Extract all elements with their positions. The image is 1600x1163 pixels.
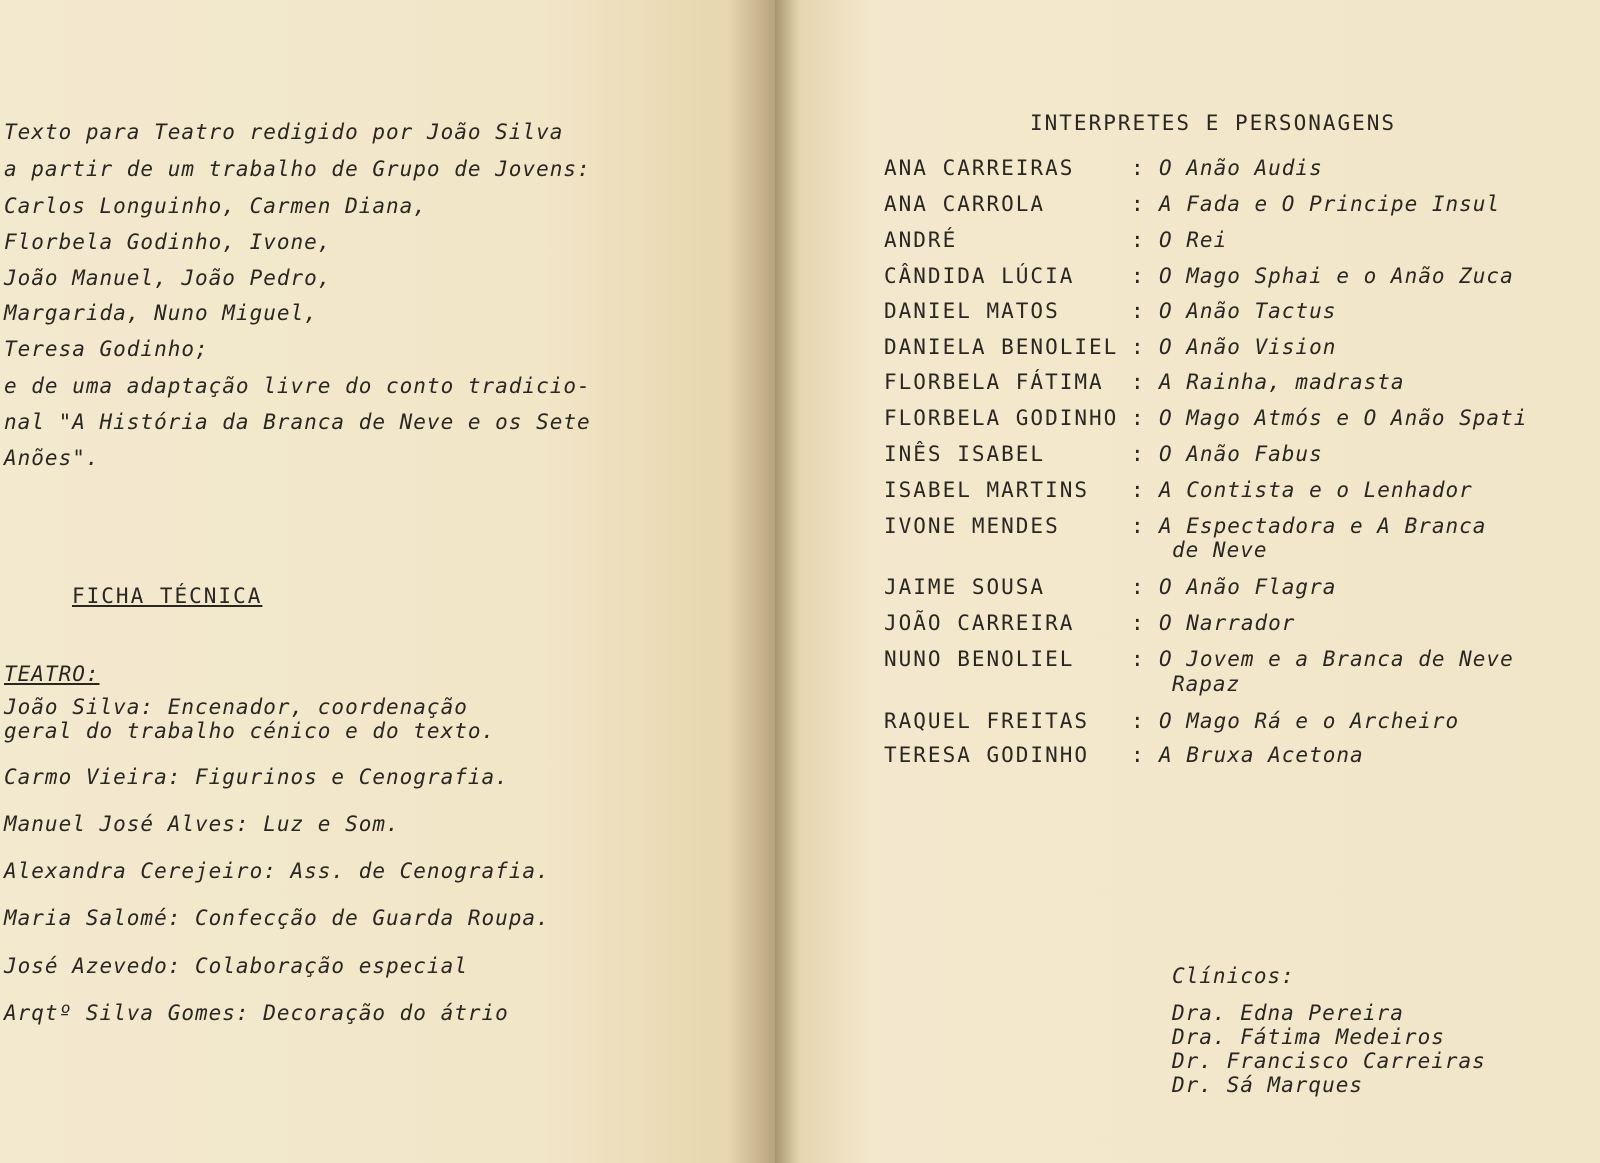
cast-actor: ANA CARREIRAS (884, 156, 1075, 180)
cast-role: O Anão Flagra (1159, 575, 1337, 599)
cast-actor: INÊS ISABEL (884, 442, 1046, 466)
cast-separator: : (1131, 647, 1145, 671)
cast-actor: TERESA GODINHO (884, 743, 1090, 767)
cast-heading: INTERPRETES E PERSONAGENS (1030, 111, 1397, 135)
cast-separator: : (1131, 709, 1145, 733)
credit-line: geral do trabalho cénico e do texto. (4, 719, 496, 743)
cast-role: O Anão Fabus (1159, 442, 1323, 466)
cast-role-continuation: de Neve (1172, 538, 1268, 562)
cast-separator: : (1131, 611, 1145, 635)
credit-line: José Azevedo: Colaboração especial (4, 954, 468, 978)
teatro-heading: TEATRO: (4, 662, 100, 686)
cast-separator: : (1131, 299, 1145, 323)
cast-separator: : (1131, 370, 1145, 394)
cast-separator: : (1131, 406, 1145, 430)
cast-actor: RAQUEL FREITAS (884, 709, 1090, 733)
doctor-name: Dra. Fátima Medeiros (1172, 1025, 1445, 1049)
intro-line: João Manuel, João Pedro, (4, 266, 332, 290)
credit-line: Manuel José Alves: Luz e Som. (4, 812, 400, 836)
doctor-name: Dr. Francisco Carreiras (1172, 1049, 1486, 1073)
cast-separator: : (1131, 156, 1145, 180)
cast-role: O Anão Vision (1159, 335, 1337, 359)
cast-actor: DANIEL MATOS (884, 299, 1060, 323)
cast-separator: : (1131, 228, 1145, 252)
bleed-through (330, 520, 363, 658)
cast-role: O Anão Tactus (1159, 299, 1337, 323)
cast-role: O Anão Audis (1159, 156, 1323, 180)
doctor-name: Dra. Edna Pereira (1172, 1001, 1404, 1025)
cast-role: O Mago Sphai e o Anão Zuca (1159, 264, 1514, 288)
cast-separator: : (1131, 514, 1145, 538)
credit-line: Alexandra Cerejeiro: Ass. de Cenografia. (4, 859, 550, 883)
cast-separator: : (1131, 743, 1145, 767)
cast-role-continuation: Rapaz (1172, 672, 1241, 696)
cast-role: A Fada e O Principe Insul (1159, 192, 1501, 216)
intro-line: Margarida, Nuno Miguel, (4, 301, 318, 325)
intro-line: Florbela Godinho, Ivone, (4, 230, 332, 254)
cast-role: A Rainha, madrasta (1159, 370, 1405, 394)
cast-separator: : (1131, 575, 1145, 599)
cast-separator: : (1131, 442, 1145, 466)
intro-line: Teresa Godinho; (4, 337, 209, 361)
cast-separator: : (1131, 335, 1145, 359)
cast-actor: ISABEL MARTINS (884, 478, 1090, 502)
cast-role: A Contista e o Lenhador (1159, 478, 1473, 502)
cast-role: O Rei (1159, 228, 1228, 252)
intro-line: nal "A História da Branca de Neve e os Sete (4, 410, 591, 434)
intro-line: Carlos Longuinho, Carmen Diana, (4, 194, 427, 218)
cast-actor: JOÃO CARREIRA (884, 611, 1075, 635)
cast-role: O Jovem e a Branca de Neve (1159, 647, 1514, 671)
intro-line: Anões". (4, 446, 100, 470)
cast-actor: NUNO BENOLIEL (884, 647, 1075, 671)
cast-actor: FLORBELA FÁTIMA (884, 370, 1104, 394)
cast-actor: FLORBELA GODINHO (884, 406, 1119, 430)
cast-role: A Espectadora e A Branca (1159, 514, 1487, 538)
cast-actor: JAIME SOUSA (884, 575, 1046, 599)
cast-actor: ANA CARROLA (884, 192, 1046, 216)
intro-line: Texto para Teatro redigido por João Silva (4, 120, 564, 144)
cast-actor: IVONE MENDES (884, 514, 1060, 538)
credit-line: Arqtº Silva Gomes: Decoração do átrio (4, 1001, 509, 1025)
cast-separator: : (1131, 192, 1145, 216)
cast-actor: CÂNDIDA LÚCIA (884, 264, 1075, 288)
credit-line: João Silva: Encenador, coordenação (4, 695, 468, 719)
cast-role: O Narrador (1159, 611, 1296, 635)
doctor-name: Dr. Sá Marques (1172, 1073, 1364, 1097)
credit-line: Carmo Vieira: Figurinos e Cenografia. (4, 765, 509, 789)
clinicos-label: Clínicos: (1172, 964, 1295, 988)
intro-line: e de uma adaptação livre do conto tradicio- (4, 374, 591, 398)
cast-role: O Mago Rá e o Archeiro (1159, 709, 1460, 733)
cast-actor: DANIELA BENOLIEL (884, 335, 1119, 359)
intro-line: a partir de um trabalho de Grupo de Jovens: (4, 157, 591, 181)
ficha-tecnica-heading: FICHA TÉCNICA (72, 584, 263, 608)
cast-actor: ANDRÉ (884, 228, 958, 252)
credit-line: Maria Salomé: Confecção de Guarda Roupa. (4, 906, 550, 930)
cast-separator: : (1131, 478, 1145, 502)
cast-separator: : (1131, 264, 1145, 288)
cast-role: O Mago Atmós e O Anão Spati (1159, 406, 1528, 430)
cast-role: A Bruxa Acetona (1159, 743, 1364, 767)
